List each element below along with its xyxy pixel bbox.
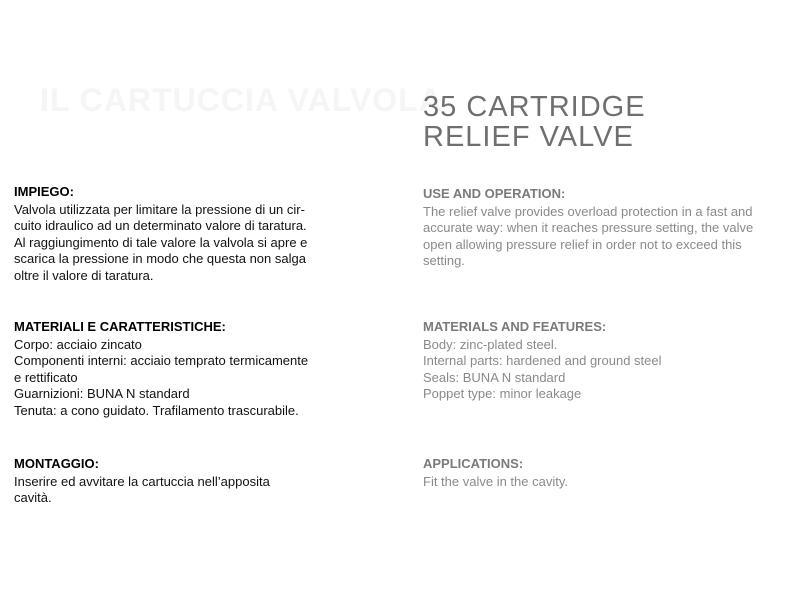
section-use-and-operation xyxy=(423,186,793,270)
section-heading: IMPIEGO: xyxy=(14,184,74,199)
section-materials-and-features xyxy=(423,319,773,403)
text-line: Corpo: acciaio zincato xyxy=(14,336,142,352)
text-line: Componenti interni: acciaio temprato termicamente xyxy=(14,353,309,368)
text-line: Seals: BUNA N standard xyxy=(423,369,566,385)
text-line: The relief valve provides overload protection in a fast and xyxy=(423,203,753,219)
section-montaggio xyxy=(14,456,364,507)
text-line: accurate way: when it reaches pressure setting, the valve xyxy=(423,220,754,235)
product-title xyxy=(423,92,646,152)
text-line: Tenuta: a cono guidato. Trafilamento trascurabile. xyxy=(14,402,299,418)
text-line: open allowing pressure relief in order not to exceed this xyxy=(423,236,742,252)
section-heading: MATERIALI E CARATTERISTICHE: xyxy=(14,319,226,334)
text-line: cavità. xyxy=(14,490,52,505)
text-line: Poppet type: minor leakage xyxy=(423,386,582,401)
text-line: setting. xyxy=(423,253,465,268)
text-line: Inserire ed avvitare la cartuccia nell’apposita xyxy=(14,473,270,489)
section-heading: MONTAGGIO: xyxy=(14,456,99,471)
text-line: Al raggiungimento di tale valore la valvola si apre e xyxy=(14,234,308,250)
faded-italian-title: IL CARTUCCIA VALVOLA xyxy=(40,82,443,118)
text-line: Fit the valve in the cavity. xyxy=(423,473,568,489)
section-impiego xyxy=(14,184,364,284)
product-title-line-1: 35 CARTRIDGE xyxy=(423,91,646,123)
section-heading: MATERIALS AND FEATURES: xyxy=(423,319,607,334)
text-line: oltre il valore di taratura. xyxy=(14,267,154,283)
text-line: cuito idraulico ad un determinato valore di taratura. xyxy=(14,218,307,233)
text-line: Internal parts: hardened and ground steel xyxy=(423,353,662,368)
section-applications xyxy=(423,456,773,490)
text-line: e rettificato xyxy=(14,369,78,385)
text-line: Body: zinc-plated steel. xyxy=(423,336,558,352)
text-line: scarica la pressione in modo che questa non salga xyxy=(14,251,306,266)
section-heading: USE AND OPERATION: xyxy=(423,186,566,201)
section-heading: APPLICATIONS: xyxy=(423,456,524,471)
product-title-line-2: RELIEF VALVE xyxy=(423,121,634,153)
text-line: Guarnizioni: BUNA N standard xyxy=(14,386,190,401)
text-line: Valvola utilizzata per limitare la pressione di un cir- xyxy=(14,201,305,217)
section-materiali xyxy=(14,319,364,419)
